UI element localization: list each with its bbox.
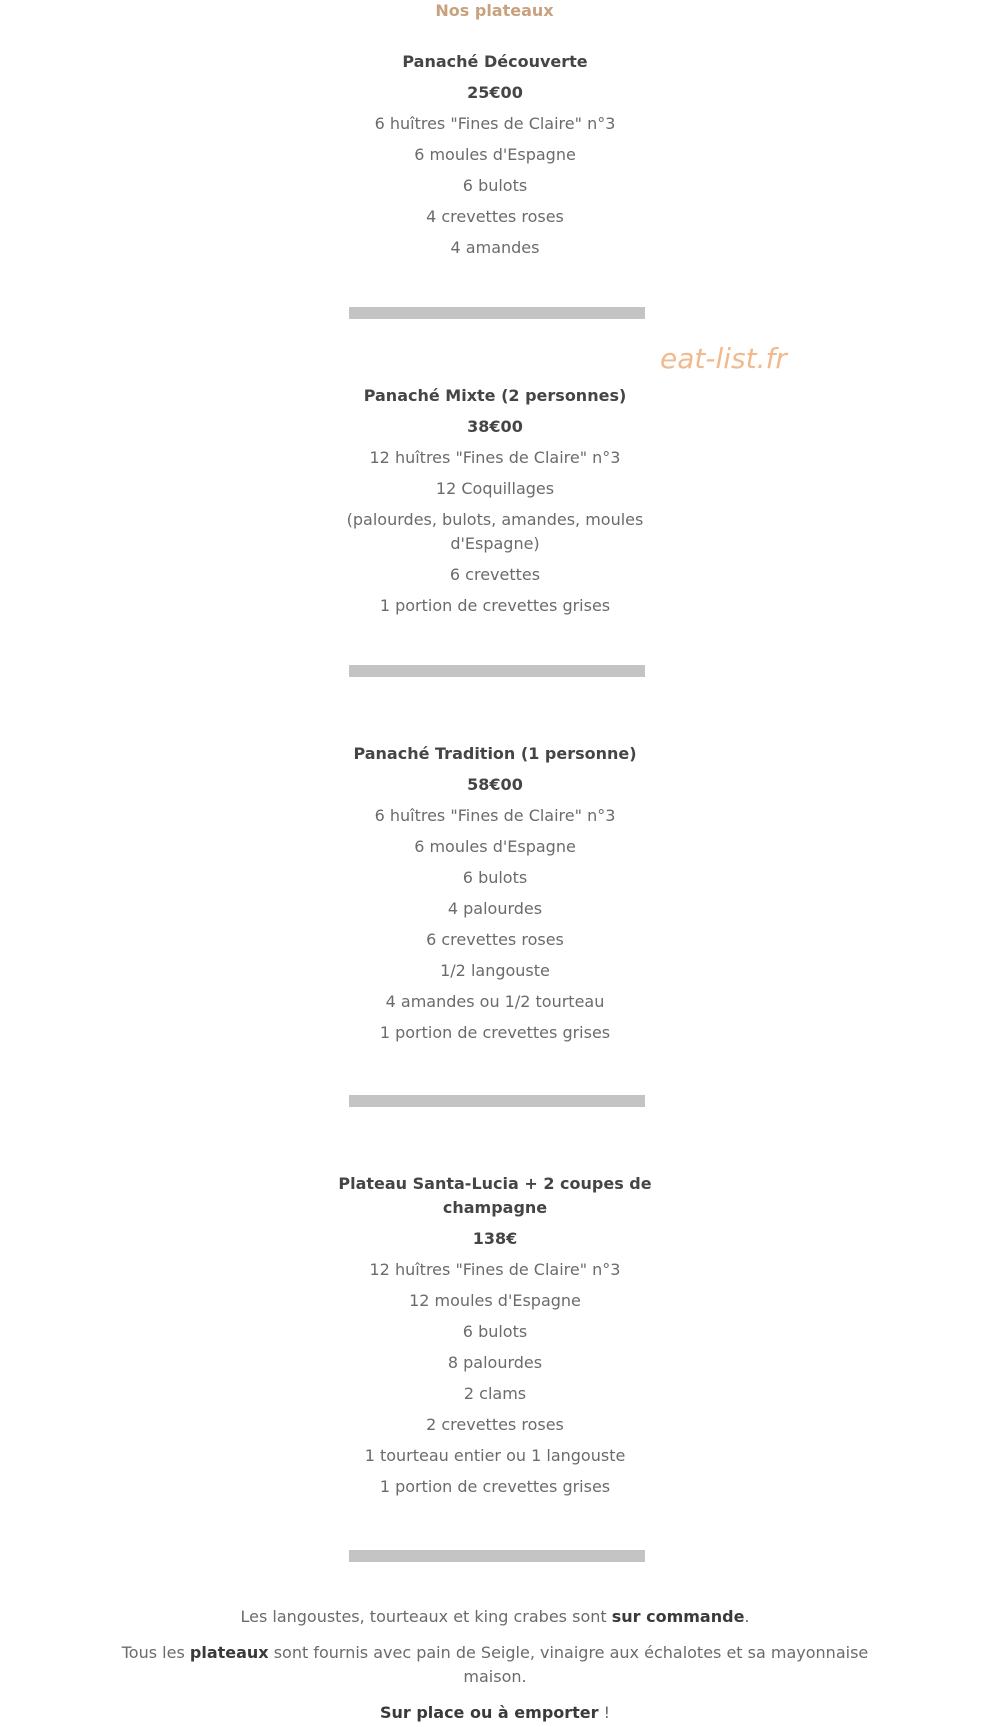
footer-note-commande [110, 1605, 880, 1629]
section-divider [349, 665, 645, 677]
plateau-item: 6 moules d'Espagne [414, 837, 576, 856]
plateau-title: Plateau Santa-Lucia + 2 coupes de champagne [338, 1174, 652, 1217]
footer-emphasis: sur commande [611, 1607, 745, 1626]
plateau-item: 8 palourdes [447, 1353, 543, 1372]
footer-text: Les langoustes, tourteaux et king crabes sont [240, 1607, 612, 1626]
footer-emphasis: Sur place ou à emporter [379, 1703, 599, 1722]
footer-note-sur-place [110, 1701, 880, 1725]
plateau-tradition [336, 742, 654, 1045]
watermark-eat-list: eat-list.fr [660, 342, 787, 375]
plateau-item: 6 bulots [462, 176, 528, 195]
plateau-item: 2 clams [463, 1384, 527, 1403]
plateau-item: 12 moules d'Espagne [409, 1291, 581, 1310]
plateau-item: 12 huîtres "Fines de Claire" n°3 [369, 448, 621, 467]
footer-text: sont fournis avec pain de Seigle, vinaigre aux échalotes et sa mayonnaise maison. [268, 1643, 869, 1686]
section-divider [349, 1550, 645, 1562]
plateau-title: Panaché Mixte (2 personnes) [363, 386, 627, 405]
page-heading: Nos plateaux [435, 1, 554, 20]
plateau-item: 1 portion de crevettes grises [379, 596, 611, 615]
plateau-title: Panaché Découverte [402, 52, 588, 71]
plateau-item: 12 huîtres "Fines de Claire" n°3 [369, 1260, 621, 1279]
footer-note-plateaux [110, 1641, 880, 1689]
footer-text: . [744, 1607, 750, 1626]
plateau-item: 1 portion de crevettes grises [379, 1023, 611, 1042]
plateau-price: 38€00 [467, 417, 523, 436]
footer-emphasis: plateaux [189, 1643, 269, 1662]
plateau-item: 1/2 langouste [440, 961, 550, 980]
plateau-price: 138€ [472, 1229, 518, 1248]
plateau-item: 6 crevettes [449, 565, 541, 584]
plateau-item: 6 huîtres "Fines de Claire" n°3 [374, 114, 616, 133]
plateau-item: 6 moules d'Espagne [414, 145, 576, 164]
footer-text: Tous les [121, 1643, 190, 1662]
footer-text: ! [598, 1703, 611, 1722]
plateau-item: 6 bulots [462, 868, 528, 887]
plateau-title: Panaché Tradition (1 personne) [353, 744, 637, 763]
plateau-item: 6 crevettes roses [426, 930, 564, 949]
plateau-item: 6 huîtres "Fines de Claire" n°3 [374, 806, 616, 825]
plateau-item: 12 Coquillages [435, 479, 555, 498]
plateau-item: (palourdes, bulots, amandes, moules d'Espagne) [346, 510, 644, 553]
plateau-item: 1 tourteau entier ou 1 langouste [364, 1446, 626, 1465]
plateau-item: 4 amandes [450, 238, 540, 257]
plateau-item: 6 bulots [462, 1322, 528, 1341]
plateau-santa-lucia [336, 1172, 654, 1499]
section-divider [349, 307, 645, 319]
plateau-item: 4 amandes ou 1/2 tourteau [385, 992, 605, 1011]
plateau-item: 1 portion de crevettes grises [379, 1477, 611, 1496]
plateau-price: 25€00 [467, 83, 523, 102]
plateau-price: 58€00 [467, 775, 523, 794]
plateau-item: 2 crevettes roses [426, 1415, 564, 1434]
plateau-mixte [336, 384, 654, 618]
plateau-item: 4 crevettes roses [426, 207, 564, 226]
plateau-decouverte [336, 50, 654, 260]
section-divider [349, 1095, 645, 1107]
plateau-item: 4 palourdes [447, 899, 543, 918]
